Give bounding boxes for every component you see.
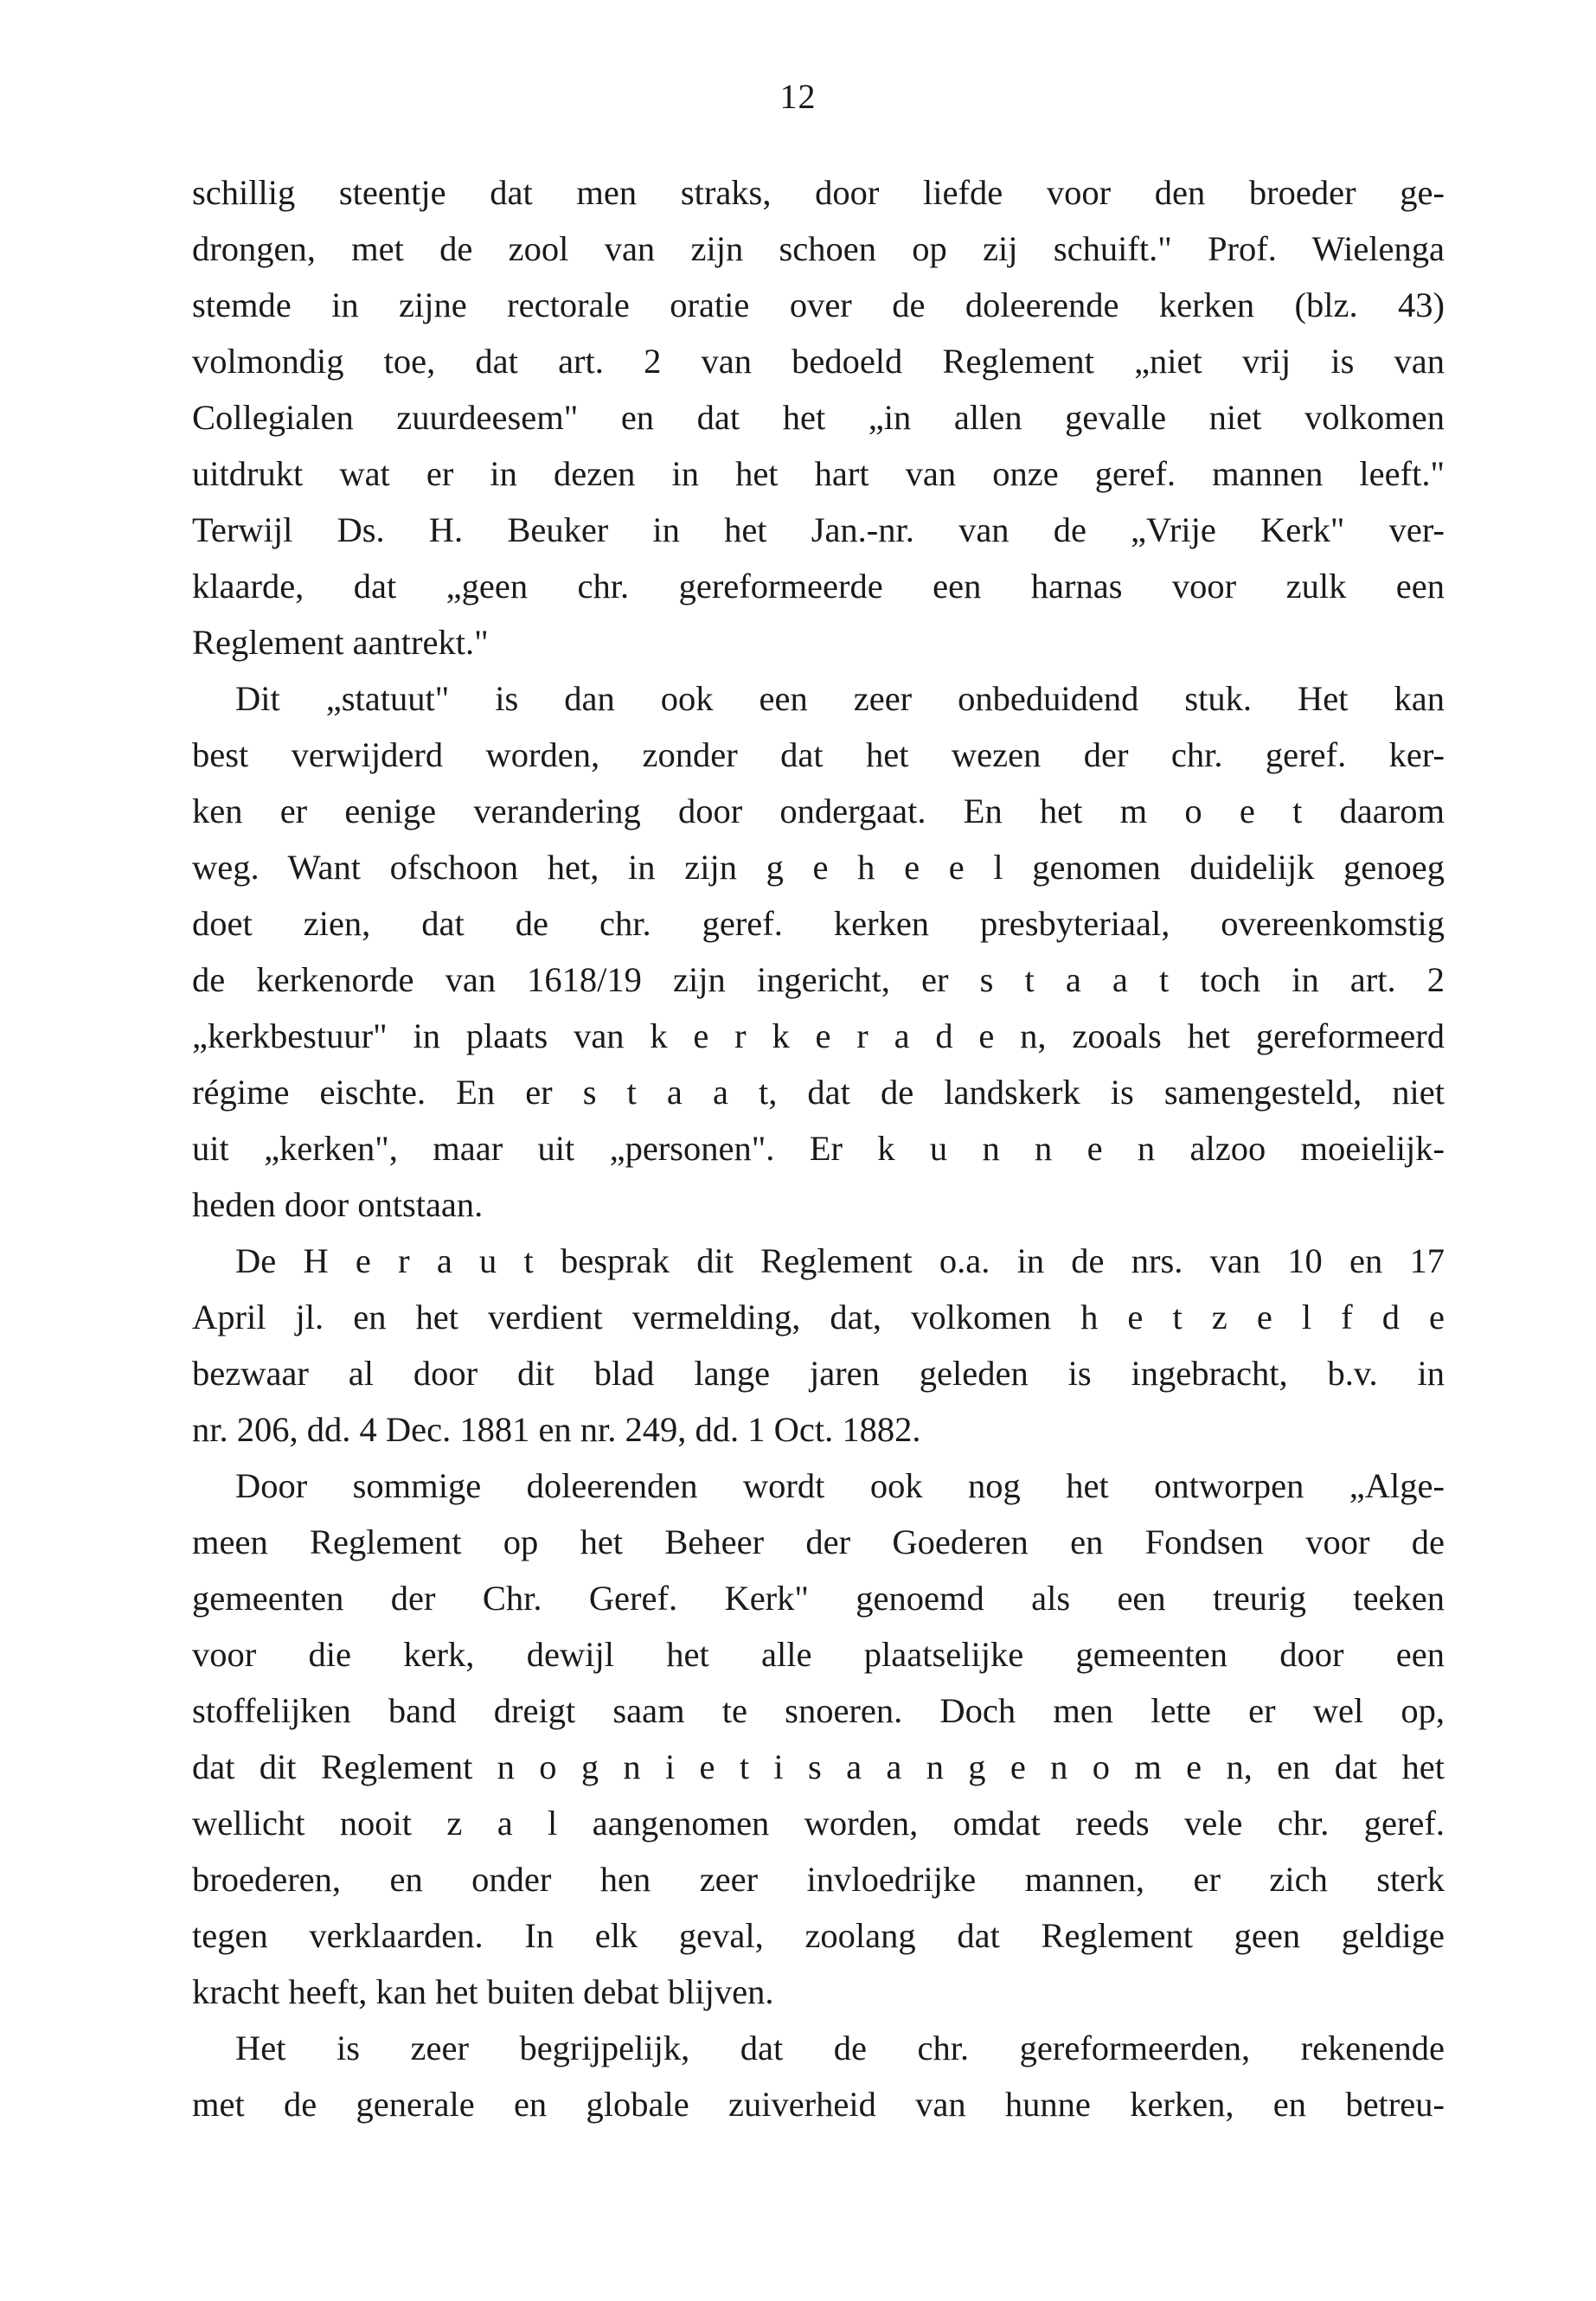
text-line: schillig steentje dat men straks, door liefde voor den broeder ge-	[192, 173, 1445, 212]
text-line: Terwijl Ds. H. Beuker in het Jan.-nr. van de „Vrije Kerk" ver-	[192, 510, 1445, 549]
text-line: uitdrukt wat er in dezen in het hart van onze geref. mannen leeft."	[192, 454, 1445, 493]
text-line: nr. 206, dd. 4 Dec. 1881 en nr. 249, dd. 1 Oct. 1882.	[192, 1410, 921, 1449]
text-line: drongen, met de zool van zijn schoen op zij schuift." Prof. Wielenga	[192, 229, 1445, 268]
text-line: ken er eenige verandering door ondergaat. En het m o e t daarom	[192, 792, 1445, 830]
text-line: meen Reglement op het Beheer der Goederen en Fondsen voor de	[192, 1522, 1445, 1561]
text-line: weg. Want ofschoon het, in zijn g e h e e l genomen duidelijk genoeg	[192, 848, 1445, 887]
text-line: Reglement aantrekt."	[192, 623, 489, 662]
page-number: 12	[779, 77, 817, 116]
text-line: „kerkbestuur" in plaats van k e r k e r a d e n, zooals het gereformeerd	[192, 1016, 1445, 1055]
text-line: Door sommige doleerenden wordt ook nog het ontworpen „Alge-	[235, 1466, 1445, 1505]
text-line: stemde in zijne rectorale oratie over de doleerende kerken (blz. 43)	[192, 285, 1445, 324]
text-line: De H e r a u t besprak dit Reglement o.a. in de nrs. van 10 en 17	[235, 1241, 1445, 1280]
text-line: volmondig toe, dat art. 2 van bedoeld Reglement „niet vrij is van	[192, 342, 1445, 381]
text-line: régime eischte. En er s t a a t, dat de landskerk is samengesteld, niet	[192, 1073, 1445, 1112]
text-line: heden door ontstaan.	[192, 1185, 484, 1224]
text-line: voor die kerk, dewijl het alle plaatselijke gemeenten door een	[192, 1635, 1445, 1674]
text-line: de kerkenorde van 1618/19 zijn ingericht, er s t a a t toch in art. 2	[192, 960, 1445, 999]
text-line: April jl. en het verdient vermelding, dat, volkomen h e t z e l f d e	[192, 1298, 1445, 1336]
text-line: klaarde, dat „geen chr. gereformeerde een harnas voor zulk een	[192, 567, 1445, 606]
text-line: tegen verklaarden. In elk geval, zoolang dat Reglement geen geldige	[192, 1916, 1445, 1955]
text-line: Collegialen zuurdeesem" en dat het „in allen gevalle niet volkomen	[192, 398, 1445, 437]
text-line: doet zien, dat de chr. geref. kerken presbyteriaal, overeenkomstig	[192, 904, 1445, 943]
text-line: bezwaar al door dit blad lange jaren geleden is ingebracht, b.v. in	[192, 1354, 1445, 1393]
text-line: kracht heeft, kan het buiten debat blijven.	[192, 1972, 774, 2011]
text-line: Dit „statuut" is dan ook een zeer onbeduidend stuk. Het kan	[235, 679, 1445, 718]
text-line: dat dit Reglement n o g n i e t i s a a n g e n o m e n, en dat het	[192, 1747, 1445, 1786]
text-line: Het is zeer begrijpelijk, dat de chr. gereformeerden, rekenende	[235, 2029, 1445, 2067]
text-line: gemeenten der Chr. Geref. Kerk" genoemd als een treurig teeken	[192, 1579, 1445, 1618]
text-line: broederen, en onder hen zeer invloedrijke mannen, er zich sterk	[192, 1860, 1445, 1899]
text-line: met de generale en globale zuiverheid van hunne kerken, en betreu-	[192, 2085, 1445, 2124]
text-line: stoffelijken band dreigt saam te snoeren. Doch men lette er wel op,	[192, 1691, 1445, 1730]
text-line: wellicht nooit z a l aangenomen worden, omdat reeds vele chr. geref.	[192, 1804, 1445, 1843]
text-line: uit „kerken", maar uit „personen". Er k u n n e n alzoo moeielijk-	[192, 1129, 1445, 1168]
text-line: best verwijderd worden, zonder dat het wezen der chr. geref. ker-	[192, 735, 1445, 774]
body-text	[192, 164, 1445, 2132]
